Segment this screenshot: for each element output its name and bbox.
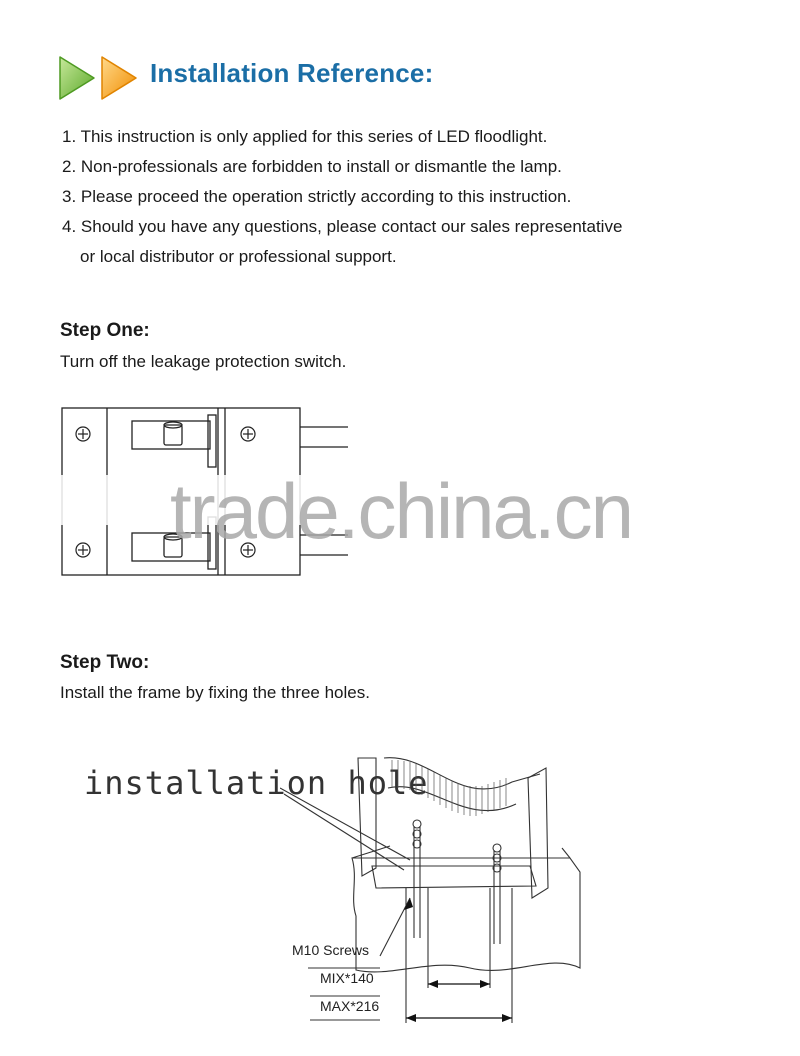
instruction-item: or local distributor or professional support. bbox=[80, 247, 397, 266]
max-distance-label: MAX*216 bbox=[320, 998, 380, 1014]
instruction-item: 3. Please proceed the operation strictly according to this instruction. bbox=[62, 187, 572, 206]
frame-installation-diagram bbox=[280, 748, 590, 1028]
step-one-heading: Step One: bbox=[60, 320, 150, 341]
min-distance-label: MIX*140 bbox=[320, 970, 374, 986]
double-arrow-logo-icon bbox=[56, 54, 146, 102]
instruction-item: 4. Should you have any questions, please contact our sales representative bbox=[62, 217, 623, 236]
step-two-text: Install the frame by fixing the three holes. bbox=[60, 683, 370, 702]
installation-hole-label: installation hole bbox=[84, 764, 429, 802]
step-one-text: Turn off the leakage protection switch. bbox=[60, 352, 347, 371]
watermark-text: trade.china.cn bbox=[170, 467, 632, 555]
instruction-item: 1. This instruction is only applied for this series of LED floodlight. bbox=[62, 127, 548, 146]
page-title: Installation Reference: bbox=[150, 58, 434, 88]
instruction-item: 2. Non-professionals are forbidden to install or dismantle the lamp. bbox=[62, 157, 562, 176]
instruction-list bbox=[62, 122, 622, 272]
screws-label: M10 Screws bbox=[292, 942, 370, 958]
step-two-heading: Step Two: bbox=[60, 652, 150, 673]
